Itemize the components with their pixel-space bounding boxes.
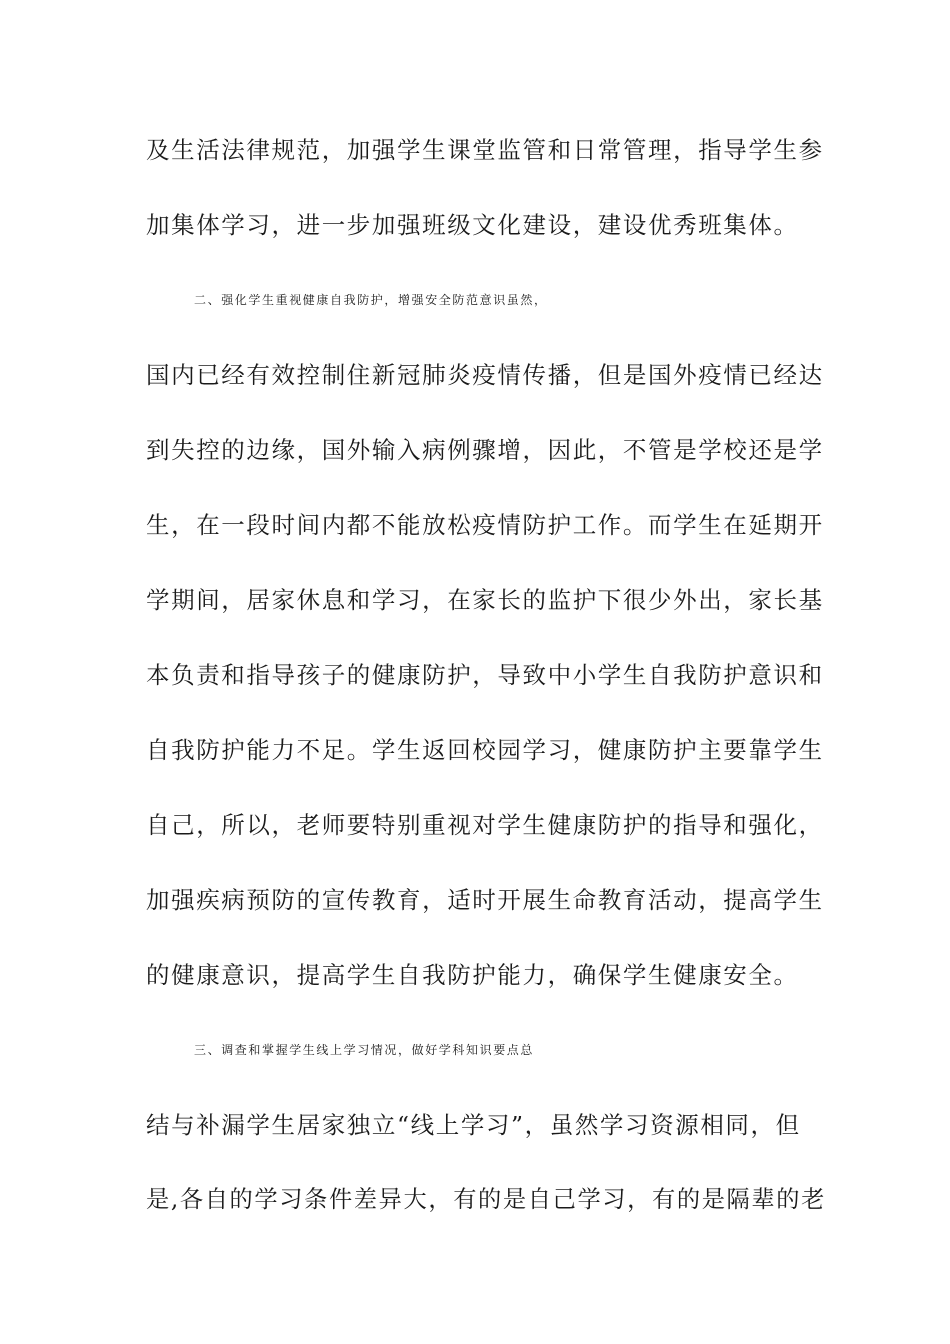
text-line: 到失控的边缘，国外输入病例骤增，因此，不管是学校还是学	[146, 436, 824, 464]
text-line: 学期间，居家休息和学习，在家长的监护下很少外出，家长基	[146, 586, 824, 614]
text-line: 及生活法律规范，加强学生课堂监管和日常管理，指导学生参	[146, 136, 824, 164]
paragraph-heading-line: 三、调查和掌握学生线上学习情况，做好学科知识要点总	[194, 1043, 535, 1057]
paragraph-heading-line: 二、强化学生重视健康自我防护，增强安全防范意识虽然，	[194, 293, 548, 307]
text-line: 本负责和指导孩子的健康防护，导致中小学生自我防护意识和	[146, 661, 824, 689]
text-line: 国内已经有效控制住新冠肺炎疫情传播，但是国外疫情已经达	[146, 361, 824, 389]
text-line: 是,各自的学习条件差异大，有的是自己学习，有的是隔辈的老	[146, 1186, 826, 1213]
text-line: 自我防护能力不足。学生返回校园学习，健康防护主要靠学生	[146, 736, 824, 764]
text-line: 自己，所以，老师要特别重视对学生健康防护的指导和强化，	[146, 811, 824, 839]
text-line: 加强疾病预防的宣传教育，适时开展生命教育活动，提高学生	[146, 886, 824, 914]
text-line: 结与补漏学生居家独立“线上学习”，虽然学习资源相同，但	[146, 1111, 801, 1139]
text-line: 加集体学习，进一步加强班级文化建设，建设优秀班集体。	[146, 211, 799, 239]
text-line: 的健康意识，提高学生自我防护能力，确保学生健康安全。	[146, 961, 799, 989]
text-line: 生，在一段时间内都不能放松疫情防护工作。而学生在延期开	[146, 511, 824, 539]
